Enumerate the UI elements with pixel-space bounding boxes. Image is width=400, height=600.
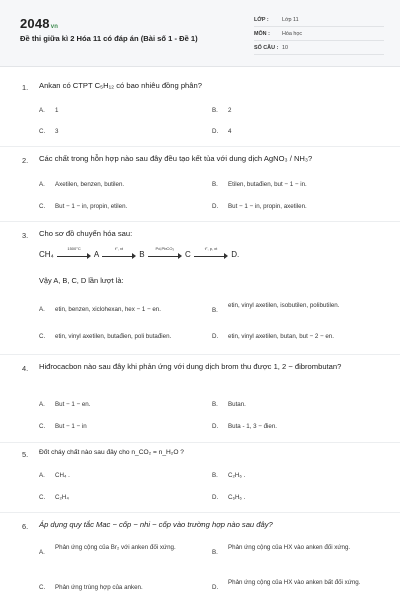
scheme-node-b: B	[139, 250, 145, 259]
question-number: 6.	[22, 522, 29, 531]
meta-class: LỚP : Lớp 11	[254, 14, 384, 27]
site-logo[interactable]: 2048vn	[20, 16, 59, 31]
question-text: Áp dụng quy tắc Mac − cốp − nhi − cốp vào trường hợp nào sau đây?	[39, 520, 273, 529]
scheme-node-a: A	[93, 250, 99, 259]
question-subtext: Vậy A, B, C, D lần lượt là:	[39, 276, 124, 285]
question-2: 2. Các chất trong hỗn hợp nào sau đây đều tạo kết tủa với dung dịch AgNO₃ / NH₃? A. Axetilen, benzen, butilen. B. Etilen, butađien, but − 1 − in. C. But − 1 − in, propin, etilen. D. But − 1 − in, propin, axetilen.	[0, 146, 400, 222]
question-number: 4.	[22, 364, 29, 373]
meta-question-count: SỐ CÂU : 10	[254, 42, 384, 55]
reaction-arrow-4: t°, p, xt	[194, 251, 228, 259]
conversion-scheme	[39, 245, 240, 259]
question-number: 5.	[22, 450, 29, 459]
question-text: Hiđrocacbon nào sau đây khi phản ứng với dung dịch brom thu được 1, 2 − đibrombutan?	[39, 362, 342, 371]
question-5: 5. Đốt cháy chất nào sau đây cho n_CO₂ = n_H₂O ? A. CH₄ . B. C₂H₆ . C. C₂H₄ D. C₆H₆ .	[0, 442, 400, 513]
scheme-start: CH₄	[39, 250, 54, 259]
question-6: 6. Áp dụng quy tắc Mac − cốp − nhi − cốp vào trường hợp nào sau đây? A. Phản ứng cộng của Br₂ với anken đối xứng. B. Phản ứng cộng của HX vào anken đối xứng. C. Phản ứng trùng hợp của anken. D. Phản ứng cộng của HX vào anken bất đối xứng.	[0, 512, 400, 600]
reaction-arrow-1: 1500°C	[57, 251, 91, 259]
scheme-node-c: C	[185, 250, 191, 259]
reaction-arrow-3: Pd,PbCO₃	[148, 251, 182, 259]
meta-subject: MÔN : Hóa học	[254, 28, 384, 41]
question-text: Các chất trong hỗn hợp nào sau đây đều tạo kết tủa với dung dịch AgNO₃ / NH₃?	[39, 154, 313, 163]
page-header	[0, 0, 400, 67]
question-4: 4. Hiđrocacbon nào sau đây khi phản ứng với dung dịch brom thu được 1, 2 − đibrombutan? A. But − 1 − en. B. Butan. C. But − 1 − in D. Buta - 1, 3 − đien.	[0, 354, 400, 443]
reaction-arrow-2: t°, xt	[102, 251, 136, 259]
scheme-node-d: D.	[231, 250, 240, 259]
question-number: 3.	[22, 231, 29, 240]
question-text: Ankan có CTPT C₅H₁₂ có bao nhiêu đồng phân?	[39, 81, 202, 90]
question-3: 3. Cho sơ đồ chuyển hóa sau: CH₄ 1500°C A t°, xt B Pd,PbCO₃ C t°, p, xt D. Vậy A, B, C, D lần lượt là: A. etin, benzen, xiclohexan, hex − 1 − en. B. etin, vinyl axetilen, isobutilen, polibutilen. C. etin, vinyl axetilen, butađien, poli butađien. D. etin, vinyl axetilen, butan, but − 2 − en.	[0, 221, 400, 355]
question-number: 1.	[22, 83, 29, 92]
question-number: 2.	[22, 156, 29, 165]
exam-title: Đề thi giữa kì 2 Hóa 11 có đáp án (Bài số 1 - Đề 1)	[20, 34, 198, 43]
question-1: 1. Ankan có CTPT C₅H₁₂ có bao nhiêu đồng phân? A. 1 B. 2 C. 3 D. 4	[0, 76, 400, 147]
question-text: Cho sơ đồ chuyển hóa sau:	[39, 229, 133, 238]
question-text: Đốt cháy chất nào sau đây cho n_CO₂ = n_H₂O ?	[39, 449, 184, 456]
